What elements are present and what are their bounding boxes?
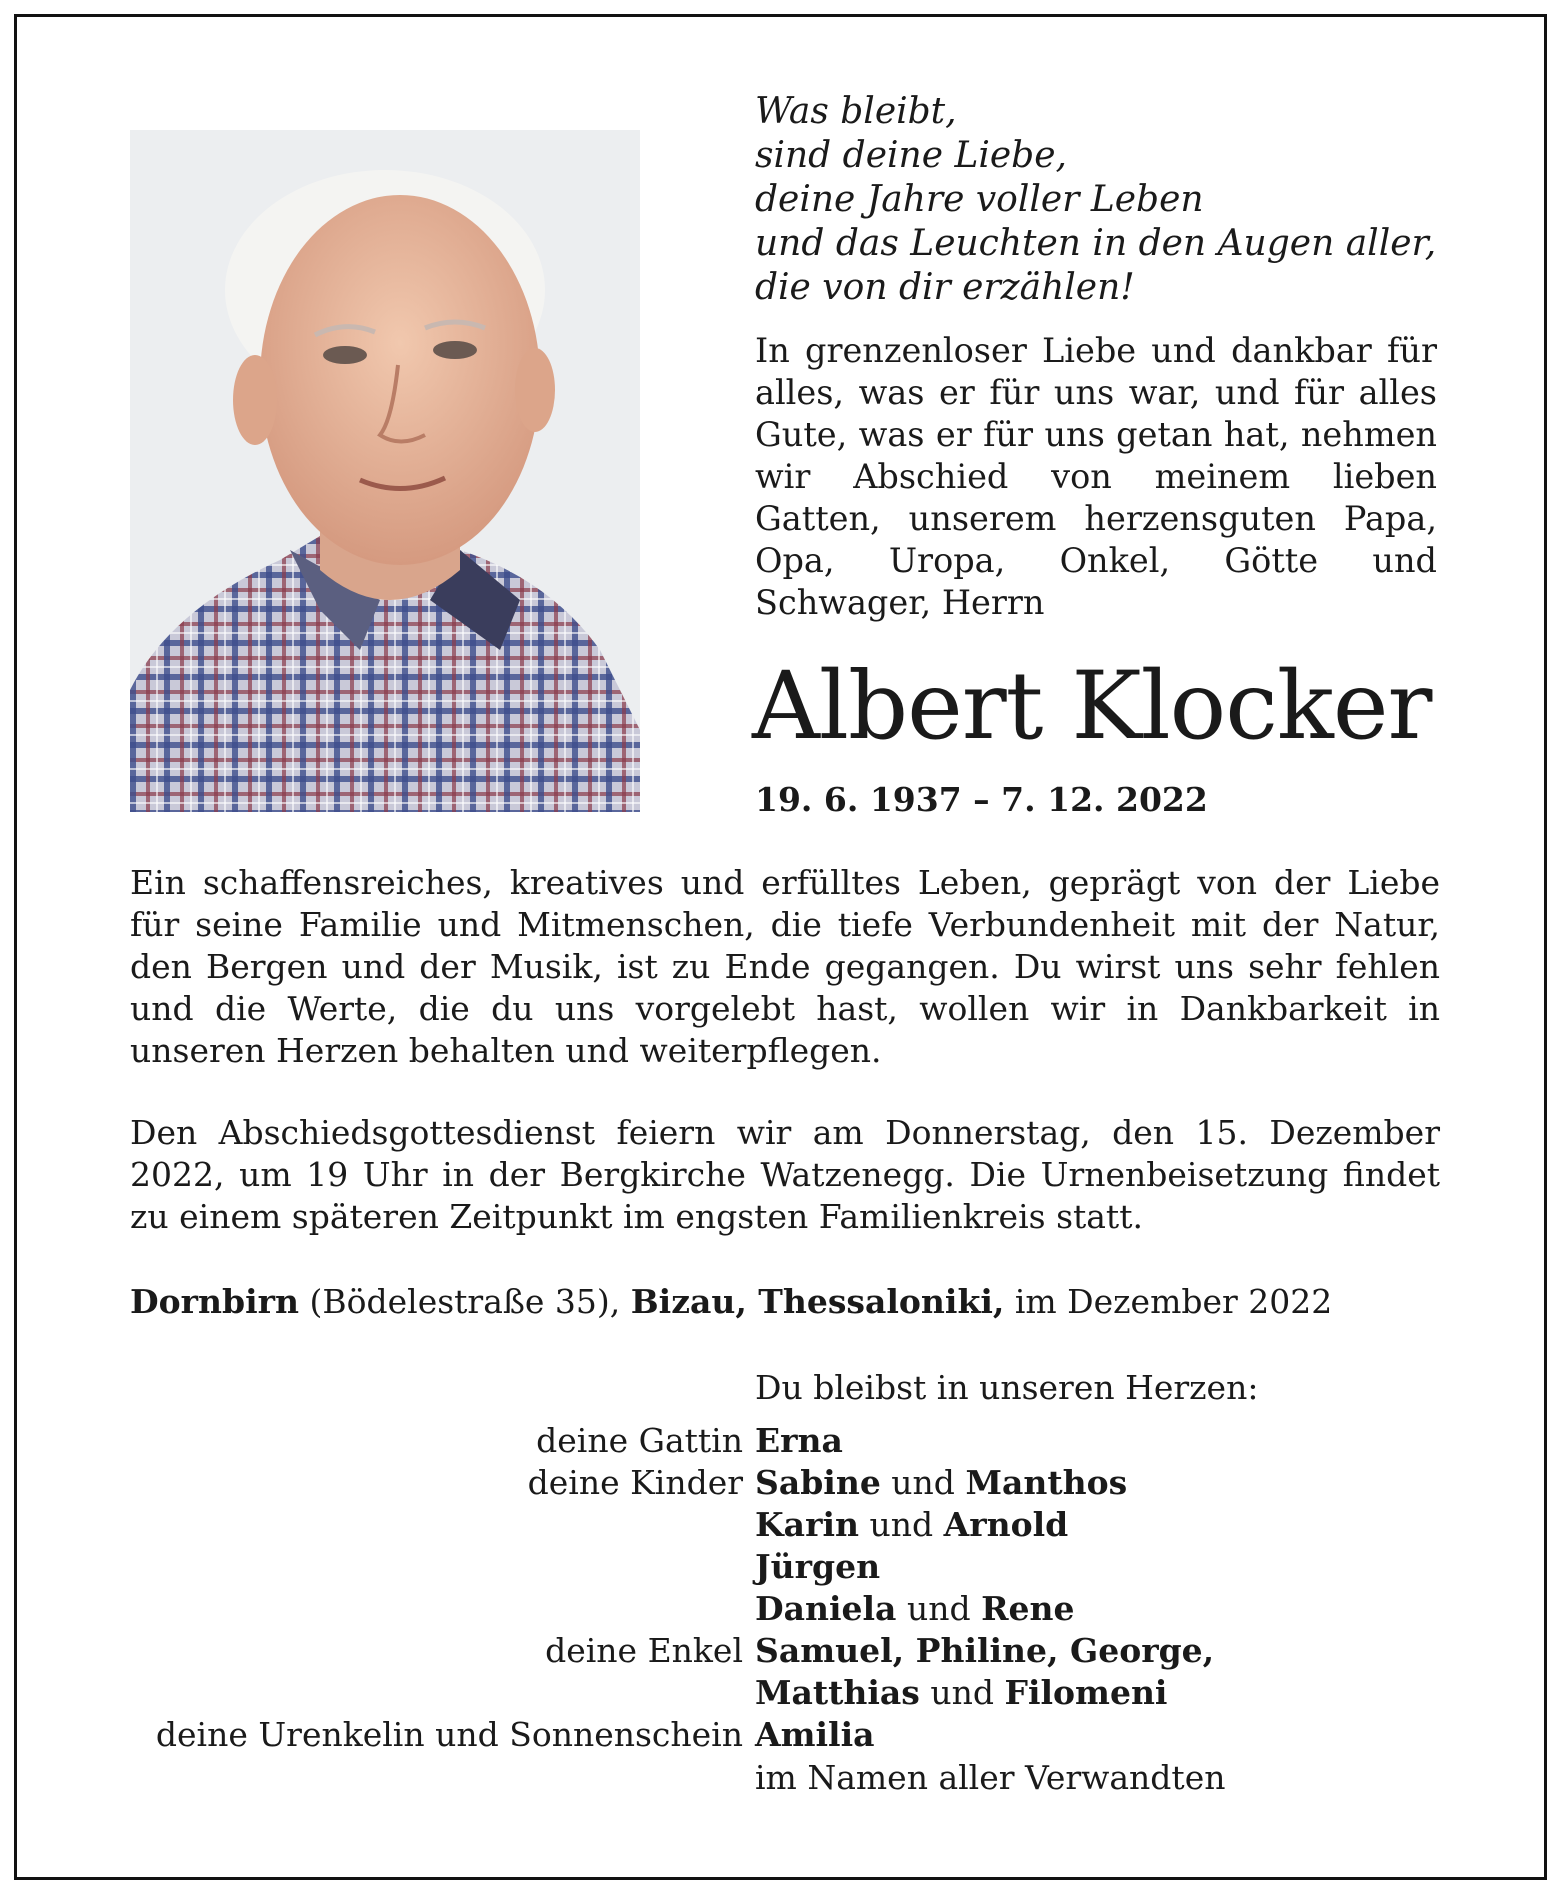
family-row <box>120 1630 1420 1672</box>
family-label: deine Enkel <box>545 1631 743 1670</box>
family-list <box>120 1420 1420 1756</box>
conjunction: und <box>880 1463 966 1502</box>
place-date: im Dezember 2022 <box>1004 1282 1333 1321</box>
place-and-date <box>130 1282 1332 1321</box>
family-label: deine Gattin <box>536 1421 743 1460</box>
family-intro: Du bleibst in unseren Herzen: <box>755 1368 1259 1407</box>
family-row <box>120 1588 1420 1630</box>
deceased-name: Albert Klocker <box>752 652 1432 761</box>
family-row <box>120 1420 1420 1462</box>
service-paragraph: Den Abschiedsgottesdienst feiern wir am Donnerstag, den 15. Dezember 2022, um 19 Uhr in der Bergkirche Watzenegg. Die Urnenbeisetzung findet zu einem späteren Zeitpunkt im engsten Familienkreis statt. <box>130 1113 1440 1236</box>
family-row <box>120 1504 1420 1546</box>
family-member: Karin <box>755 1505 859 1544</box>
family-member: Samuel, Philine, George, <box>755 1631 1215 1670</box>
family-row <box>120 1714 1420 1756</box>
place-others: Bizau, Thessaloniki, <box>630 1282 1005 1321</box>
poem-line: deine Jahre voller Leben <box>755 179 1204 220</box>
family-member: Matthias <box>755 1673 920 1712</box>
tribute-paragraph: Ein schaffensreiches, kreatives und erfülltes Leben, geprägt von der Liebe für seine Familie und Mitmenschen, die tiefe Verbundenheit mit der Natur, den Bergen und der Musik, ist zu Ende gegangen. Du wirst uns sehr fehlen und die Werte, die du uns vorgelebt hast, wollen wir in Dankbarkeit in unseren Herzen behalten und weiterpflegen. <box>130 863 1440 1070</box>
intro-paragraph: In grenzenloser Liebe und dankbar für alles, was er für uns war, und für alles Gute, was er für uns getan hat, nehmen wir Abschied von meinem lieben Gatten, unserem herzensguten Papa, Opa, Uropa, Onkel, Götte und Schwager, Herrn <box>755 331 1437 622</box>
family-member: Arnold <box>943 1505 1069 1544</box>
family-label: deine Urenkelin und Sonnenschein <box>155 1715 743 1754</box>
family-label: deine Kinder <box>527 1463 743 1502</box>
family-member: Erna <box>755 1421 843 1460</box>
poem-line: und das Leuchten in den Augen aller, <box>755 223 1437 264</box>
family-member: Daniela <box>755 1589 897 1628</box>
family-member: Manthos <box>965 1463 1128 1502</box>
portrait-illustration <box>130 130 640 812</box>
life-dates: 19. 6. 1937 – 7. 12. 2022 <box>755 780 1208 819</box>
conjunction: und <box>858 1505 944 1544</box>
poem-line: Was bleibt, <box>755 91 957 132</box>
family-member: Amilia <box>755 1715 875 1754</box>
family-row <box>120 1672 1420 1714</box>
family-row <box>120 1462 1420 1504</box>
family-row <box>120 1546 1420 1588</box>
poem-line: die von dir erzählen! <box>755 267 1135 308</box>
poem <box>755 90 1455 310</box>
family-member: Sabine <box>755 1463 881 1502</box>
family-member: Jürgen <box>755 1547 881 1586</box>
conjunction: und <box>919 1673 1005 1712</box>
family-member: Filomeni <box>1004 1673 1168 1712</box>
family-member: Rene <box>981 1589 1075 1628</box>
conjunction: und <box>896 1589 982 1628</box>
portrait-photo <box>130 130 640 812</box>
place-city: Dornbirn <box>130 1282 299 1321</box>
poem-line: sind deine Liebe, <box>755 135 1067 176</box>
closing-line: im Namen aller Verwandten <box>755 1758 1226 1797</box>
place-address: (Bödelestraße 35), <box>299 1282 631 1321</box>
